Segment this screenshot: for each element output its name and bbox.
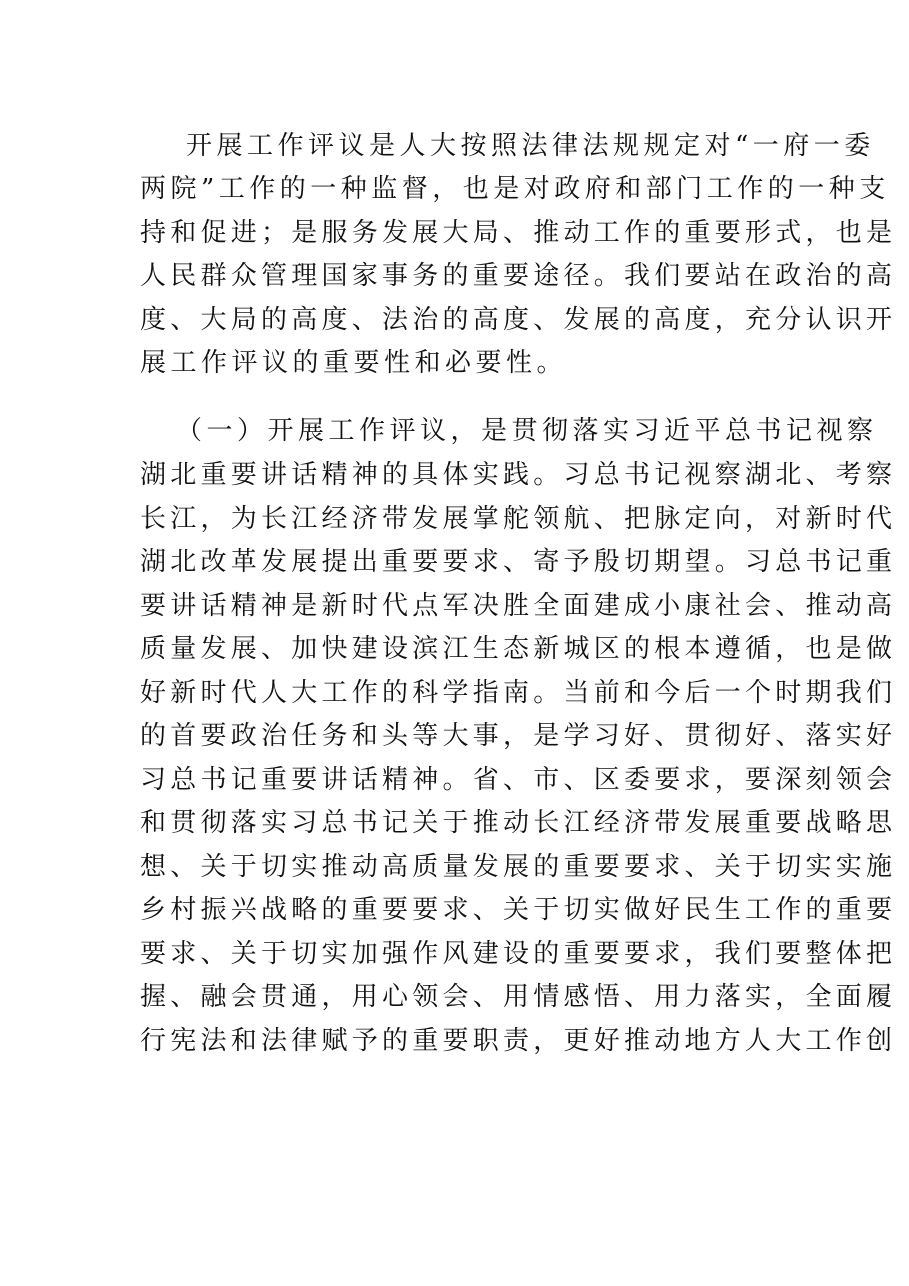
text-line: 习总书记重要讲话精神。省、市、区委要求，要深刻领会 [140, 765, 897, 795]
text-line: 质量发展、加快建设滨江生态新城区的根本遵循，也是做 [140, 634, 897, 664]
text-line: 湖北重要讲话精神的具体实践。习总书记视察湖北、考察 [140, 460, 897, 490]
text-line: 和贯彻落实习总书记关于推动长江经济带发展重要战略思 [140, 808, 897, 838]
text-line: 持和促进；是服务发展大局、推动工作的重要形式，也是 [140, 218, 897, 248]
text-line: 人民群众管理国家事务的重要途径。我们要站在政治的高 [140, 261, 897, 291]
text-line: 要讲话精神是新时代点军决胜全面建成小康社会、推动高 [140, 591, 897, 621]
text-line: 行宪法和法律赋予的重要职责，更好推动地方人大工作创 [140, 1026, 897, 1056]
text-line: 的首要政治任务和头等大事，是学习好、贯彻好、落实好 [140, 721, 897, 751]
text-line: 开展工作评议是人大按照法律法规规定对“一府一委 [186, 131, 875, 161]
text-line: 长江，为长江经济带发展掌舵领航、把脉定向，对新时代 [140, 504, 897, 534]
text-line: 乡村振兴战略的重要要求、关于切实做好民生工作的重要 [140, 895, 897, 925]
text-line: （一）开展工作评议，是贯彻落实习近平总书记视察 [176, 416, 878, 446]
text-line: 握、融会贯通，用心领会、用情感悟、用力落实，全面履 [140, 982, 897, 1012]
text-line: 要求、关于切实加强作风建设的重要要求，我们要整体把 [140, 939, 897, 969]
text-line: 两院”工作的一种监督，也是对政府和部门工作的一种支 [140, 174, 890, 204]
text-line: 展工作评议的重要性和必要性。 [140, 348, 568, 378]
text-line: 湖北改革发展提出重要要求、寄予殷切期望。习总书记重 [140, 547, 897, 577]
text-line: 度、大局的高度、法治的高度、发展的高度，充分认识开 [140, 305, 897, 335]
text-line: 想、关于切实推动高质量发展的重要要求、关于切实实施 [140, 852, 897, 882]
text-line: 好新时代人大工作的科学指南。当前和今后一个时期我们 [140, 678, 897, 708]
